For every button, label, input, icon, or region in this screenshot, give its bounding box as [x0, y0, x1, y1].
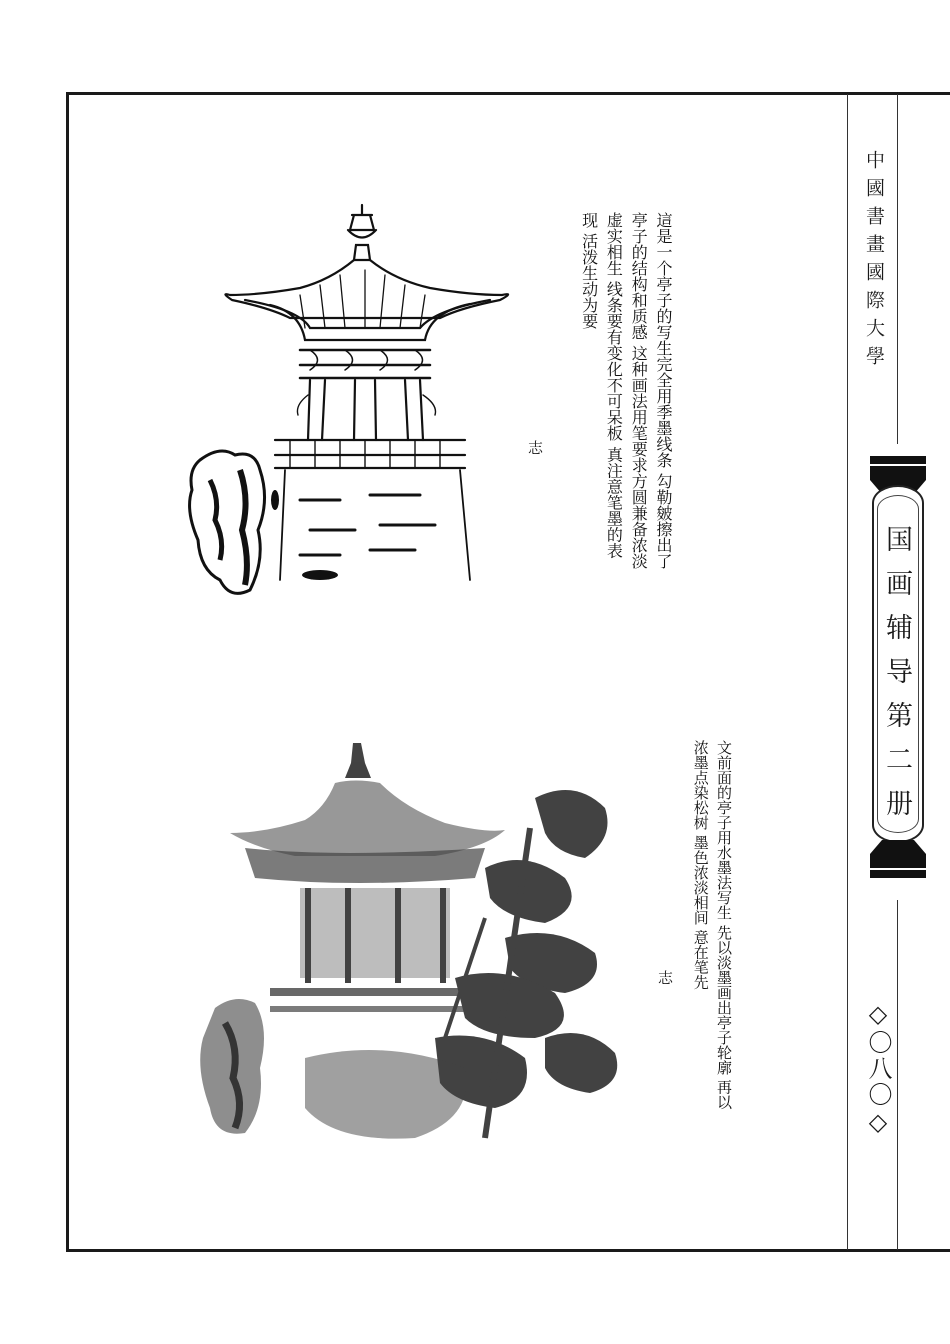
title-bar-top [870, 456, 926, 464]
artist-signature: 志 [656, 970, 674, 985]
volume-title: 国画辅导第二册 [881, 525, 912, 833]
pavilion-line-sketch [180, 200, 530, 610]
painting-inscription: 這是一个亭子的写生完全用季墨线条 勾勒皴擦出了亭子的结构和质感 这种画法用笔要求方圆兼备浓淡虚实相生 线条要有变化不可呆板 真注意笔墨的表现 活泼生动为要 [579, 212, 673, 570]
page-number: ◇〇八〇◇ [864, 1000, 892, 1138]
pavilion-ink-wash [185, 738, 635, 1148]
title-cap-bottom [870, 838, 926, 868]
painting-inscription: 文前面的亭子用水墨法写生 先以淡墨画出亭子轮廓 再以浓墨点染松树 墨色浓淡相间 意在笔先 [691, 740, 733, 1110]
title-bar-bottom [870, 870, 926, 878]
margin-rule [897, 94, 898, 444]
margin-rule [897, 900, 898, 1250]
artist-signature: 志 [526, 440, 544, 455]
book-title: 中國書畫國際大學 [863, 150, 885, 374]
margin-rule [847, 94, 848, 1250]
